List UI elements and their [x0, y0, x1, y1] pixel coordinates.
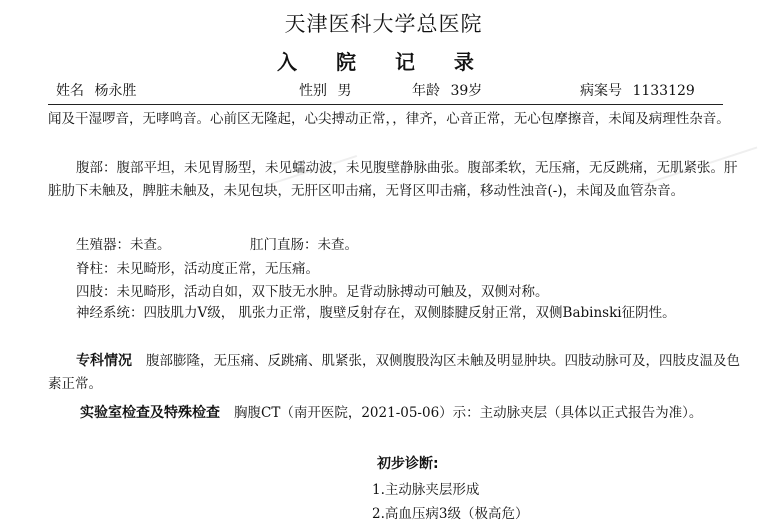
specialty-title: 专科情况	[76, 353, 132, 369]
hospital-name: 天津医科大学总医院	[284, 12, 483, 36]
exam-abdomen: 腹部：腹部平坦，未见胃肠型，未见蠕动波，未见腹壁静脉曲张。腹部柔软，无压痛，无反跳痛，无肌紧张。肝脏肋下未触及，脾脏未触及，未见包块，无肝区叩击痛，无肾区叩击痛，移动性浊音(-)，未闻及血管杂音。	[48, 160, 738, 199]
patient-age: 39岁	[450, 83, 483, 99]
header-divider	[48, 104, 723, 105]
record-title: 入 院 记 录	[277, 50, 490, 74]
exam-anus: 肛门直肠：未查。	[250, 237, 358, 253]
case-number-field	[580, 80, 695, 100]
diagnosis-item: 1.主动脉夹层形成	[372, 482, 480, 498]
lab-title: 实验室检查及特殊检查	[80, 405, 220, 421]
patient-sex: 男	[337, 83, 352, 99]
exam-continuation: 闻及干湿啰音，无哮鸣音。心前区无隆起，心尖搏动正常，，律齐，心音正常，无心包摩擦音，未闻及病理性杂音。	[48, 111, 730, 127]
patient-name-field	[56, 80, 136, 100]
sex-label: 性别	[299, 83, 327, 99]
case-number: 1133129	[632, 83, 695, 99]
diagnosis-title: 初步诊断:	[377, 456, 439, 472]
lab-section	[48, 402, 740, 425]
diagnosis-item: 2.高血压病3级（极高危）	[372, 506, 529, 522]
exam-limbs: 四肢：未见畸形，活动自如，双下肢无水肿。足背动脉搏动可触及，双侧对称。	[76, 284, 549, 300]
patient-age-field	[412, 80, 482, 100]
specialty-text: 腹部膨隆，无压痛、反跳痛、肌紧张，双侧腹股沟区未触及明显肿块。四肢动脉可及，四肢皮温及色素正常。	[48, 353, 740, 392]
patient-name: 杨永胜	[94, 83, 137, 99]
exam-spine: 脊柱：未见畸形，活动度正常，无压痛。	[76, 261, 319, 277]
age-label: 年龄	[412, 83, 440, 99]
exam-genital: 生殖器：未查。	[76, 237, 171, 253]
patient-sex-field	[299, 80, 351, 100]
name-label: 姓名	[56, 83, 84, 99]
case-label: 病案号	[580, 83, 622, 99]
exam-neuro: 神经系统：四肢肌力Ⅴ级， 肌张力正常，腹壁反射存在，双侧膝腱反射正常，双侧Babinski征阴性。	[76, 305, 676, 321]
lab-text: 胸腹CT（南开医院，2021-05-06）示：主动脉夹层（具体以正式报告为准）。	[234, 405, 703, 421]
specialty-section	[48, 350, 740, 396]
